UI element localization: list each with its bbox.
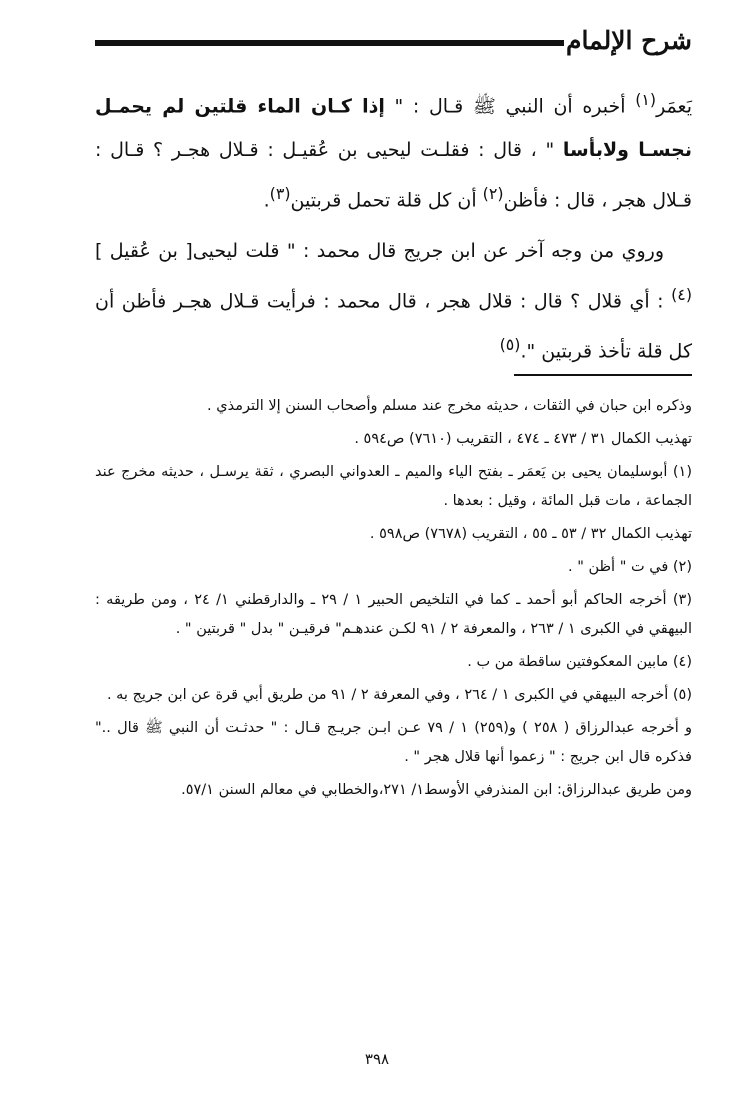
hadith-quote: إذا كـان الماء قلتين لم يحمـل نجسـا ولابأسا	[95, 95, 692, 162]
footnote-separator	[514, 374, 692, 376]
text-run: أخبره أن النبي ﷺ قـال : "	[384, 95, 636, 118]
footnote-ref-5: (٥)	[499, 334, 521, 354]
footnote-ref-4: (٤)	[671, 284, 692, 304]
footnote-line: (٢) في ت " أظن " .	[567, 559, 692, 575]
footnotes	[95, 392, 692, 809]
footnote-line: و أخرجه عبدالرزاق ( ٢٥٨ ) و(٢٥٩) ١ / ٧٩ عـن ابـن جريـج قـال : " حدثـت أن النبي ﷺ قال .." فذكره قال ابن جريج : " زعموا أنها قلال هجر " .	[95, 720, 692, 765]
page-number: ٣٩٨	[364, 1050, 390, 1068]
header-rule	[95, 40, 564, 46]
text-run: .	[263, 189, 270, 212]
paragraph-1	[95, 78, 692, 223]
footnote-line: وذكره ابن حبان في الثقات ، حديثه مخرج عند مسلم وأصحاب السنن إلا الترمذي .	[207, 398, 692, 414]
footnote-line: (٤) مابين المعكوفتين ساقطة من ب .	[467, 654, 692, 670]
header-title: شرح الإلمام	[566, 26, 692, 55]
text-run: أن كل قلة تحمل قربتين	[290, 189, 483, 212]
text-run: وروي من وجه آخر عن ابن جريج قال محمد : " قلت ليحيى[ بن عُقيل ]	[95, 239, 664, 262]
footnote-ref-2: (٢)	[482, 184, 504, 204]
main-text	[95, 78, 692, 373]
text-run: : أي قلال ؟ قال : قلال هجر ، قال محمد : فرأيت قـلال هجـر فأظن أن كل قلة تأخذ قربتين ".	[95, 289, 692, 363]
footnote-ref-3: (٣)	[269, 184, 291, 204]
running-header	[95, 22, 692, 70]
footnote-line: (٥) أخرجه البيهقي في الكبرى ١ / ٢٦٤ ، وفي المعرفة ٢ / ٩١ من طريق أبي قرة عن ابن جريج به .	[106, 687, 692, 703]
footnote-line: ومن طريق عبدالرزاق: ابن المنذرفي الأوسط١/ ٢٧١،والخطابي في معالم السنن ٥٧/١.	[181, 782, 692, 798]
footnote-line: (١) أبوسليمان يحيى بن يَعمَر ـ بفتح الياء والميم ـ العدواني البصري ، ثقة يرسـل ، حديثه مخرج عند الجماعة ، مات قبل المائة ، وقيل : بعدها .	[95, 464, 692, 509]
paragraph-2	[95, 229, 692, 374]
footnote-ref-1: (١)	[635, 90, 657, 109]
text-run: " ، قال : فقلـت ليحيى بن عُقيـل : قـلال هجـر ؟ قـال : قـلال هجر ، قال : فأظن	[95, 139, 692, 212]
footnote-line: (٣) أخرجه الحاكم أبو أحمد ـ كما في التلخيص الحبير ١ / ٢٩ ـ والدارقطني ١/ ٢٤ ، ومن طريقه : البيهقي في الكبرى ١ / ٢٦٣ ، والمعرفة ٢ / ٩١ لكـن عندهـم" فرقيـن " بدل " قربتين " .	[95, 592, 692, 637]
footnote-line: تهذيب الكمال ٣٢ / ٥٣ ـ ٥٥ ، التقريب (٧٦٧٨) ص٥٩٨ .	[369, 526, 692, 542]
text-run: يَعمَر	[656, 95, 692, 118]
footnote-line: تهذيب الكمال ٣١ / ٤٧٣ ـ ٤٧٤ ، التقريب (٧٦١٠) ص٥٩٤ .	[354, 431, 692, 447]
